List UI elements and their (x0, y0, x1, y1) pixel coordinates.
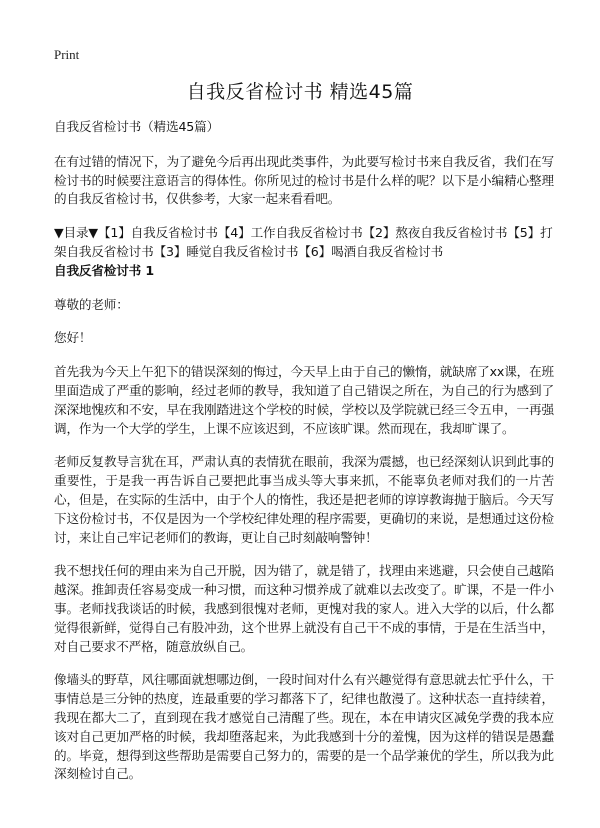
salutation: 尊敬的老师： (54, 296, 129, 312)
document-body (54, 118, 554, 799)
toc-label: ▼目录▼ (54, 225, 98, 241)
table-of-contents (54, 224, 554, 262)
toc-item-3[interactable]: 【3】睡觉自我反省检讨书 (153, 243, 299, 259)
toc-item-5[interactable]: 【5】打架自我反省检讨书 (54, 225, 553, 259)
greeting: 您好！ (54, 330, 92, 346)
body-paragraph-3: 我不想找任何的理由来为自己开脱，因为错了，就是错了，找理由来逃避，只会使自己越陷越深。推卸责任容易变成一种习惯，而这种习惯养成了就难以去改变了。旷课，不是一件小事。老师找我谈话的时候，我感到很愧对老师，更愧对我的家人。进入大学的以后，什么都觉得很新鲜，觉得自己有股冲劲，这个世界上就没有自己干不成的事情，于是在生活当中，对自己要求不严格，随意放纵自己。 (54, 563, 554, 654)
intro-paragraph: 在有过错的情况下，为了避免今后再出现此类事件，为此要写检讨书来自我反省，我们在写检讨书的时候要注意语言的得体性。你所见过的检讨书是什么样的呢？以下是小编精心整理的自我反省检讨书，仅供参考，大家一起来看看吧。 (54, 153, 554, 207)
toc-item-4[interactable]: 【4】工作自我反省检讨书 (217, 225, 363, 241)
print-link[interactable]: Print (54, 47, 80, 62)
body-paragraph-1: 首先我为今天上午犯下的错误深刻的悔过，今天早上由于自己的懒惰，就缺席了xx课，在班里面造成了严重的影响，经过老师的教导，我知道了自己错误之所在，为自己的行为感到了深深地愧疚和不安，早在我刚踏进这个学校的时候，学校以及学院就已经三令五申，一再强调，作为一个大学的学生，上课不应该迟到，不应该旷课。然而现在，我却旷课了。 (54, 364, 554, 436)
toc-item-6[interactable]: 【6】喝酒自我反省检讨书 (298, 243, 444, 259)
toc-item-1[interactable]: 【1】自我反省检讨书 (97, 225, 218, 241)
page-title: 自我反省检讨书 精选45篇 (186, 81, 414, 103)
section-heading: 自我反省检讨书 1 (54, 262, 154, 278)
body-paragraph-2: 老师反复教导言犹在耳，严肃认真的表情犹在眼前，我深为震撼，也已经深刻认识到此事的重要性，于是我一再告诉自己要把此事当成头等大事来抓，不能辜负老师对我们的一片苦心，但是，在实际的生活中，由于个人的惰性，我还是把老师的谆谆教诲抛于脑后。今天写下这份检讨书，不仅是因为一个学校纪律处理的程序需要，更确切的来说，是想通过这份检讨，来让自己牢记老师们的教诲，更让自己时刻敲响警钟！ (54, 454, 554, 545)
subtitle: 自我反省检讨书（精选45篇） (54, 119, 220, 134)
toc-item-2[interactable]: 【2】熬夜自我反省检讨书 (362, 225, 508, 241)
body-paragraph-4: 像墙头的野草，风往哪面就想哪边倒，一段时间对什么有兴趣觉得有意思就去忙乎什么，干事情总是三分钟的热度，连最重要的学习都落下了，纪律也散漫了。这种状态一直持续着，我现在都大二了，直到现在我才感觉自己清醒了些。现在，本在申请灾区减免学费的我本应该对自己更加严格的时候，我却堕落起来，为此我感到十分的羞愧，因为这样的错误是愚蠢的。毕竟，想得到这些帮助是需要自己努力的，需要的是一个品学兼优的学生，所以我为此深刻检讨自己。 (54, 672, 554, 782)
